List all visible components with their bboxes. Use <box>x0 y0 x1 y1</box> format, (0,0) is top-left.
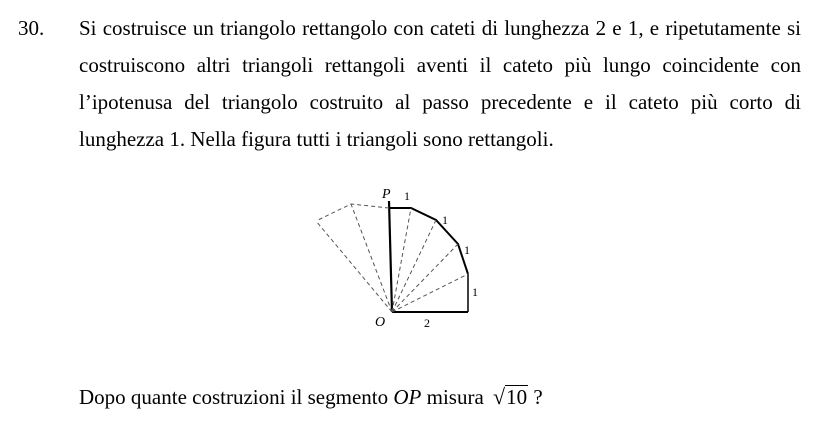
segment-op <box>389 201 392 312</box>
dashed-hypotenuse <box>316 221 392 312</box>
dashed-hypotenuse <box>351 204 392 312</box>
question-middle: misura <box>426 385 484 409</box>
problem-number: 30. <box>18 16 45 40</box>
sqrt-symbol: √ <box>493 384 506 409</box>
square-root <box>493 382 528 412</box>
label-o: O <box>375 315 386 330</box>
label-p: P <box>382 187 391 202</box>
label-side-2: 1 <box>464 243 470 257</box>
label-base: 2 <box>424 316 430 330</box>
dashed-hypotenuse <box>392 220 436 312</box>
outer-chain <box>389 208 468 274</box>
dashed-hypotenuse <box>392 208 411 312</box>
problem-statement: Si costruisce un triangolo rettangolo con cateti di lunghezza 2 e 1, e ripetutamente si costruiscono altri triangoli rettangoli aventi il cateto più lungo coincidente con l’ipotenusa del triangolo costruito al passo precedente e il cateto più corto di lunghezza 1. Nella figura tutti i triangoli sono rettangoli. <box>79 16 801 151</box>
segment-name: OP <box>393 385 422 409</box>
label-side-4: 1 <box>404 189 410 203</box>
spiral-figure <box>296 176 496 336</box>
question-prefix: Dopo quante costruzioni il segmento <box>79 385 389 409</box>
dashed-hypotenuse <box>392 274 468 312</box>
question <box>79 382 543 412</box>
question-suffix: ? <box>533 385 543 409</box>
dashed-hypotenuse <box>392 244 458 312</box>
label-side-1: 1 <box>472 285 478 299</box>
label-side-3: 1 <box>442 213 448 227</box>
sqrt-radicand: 10 <box>506 385 528 409</box>
